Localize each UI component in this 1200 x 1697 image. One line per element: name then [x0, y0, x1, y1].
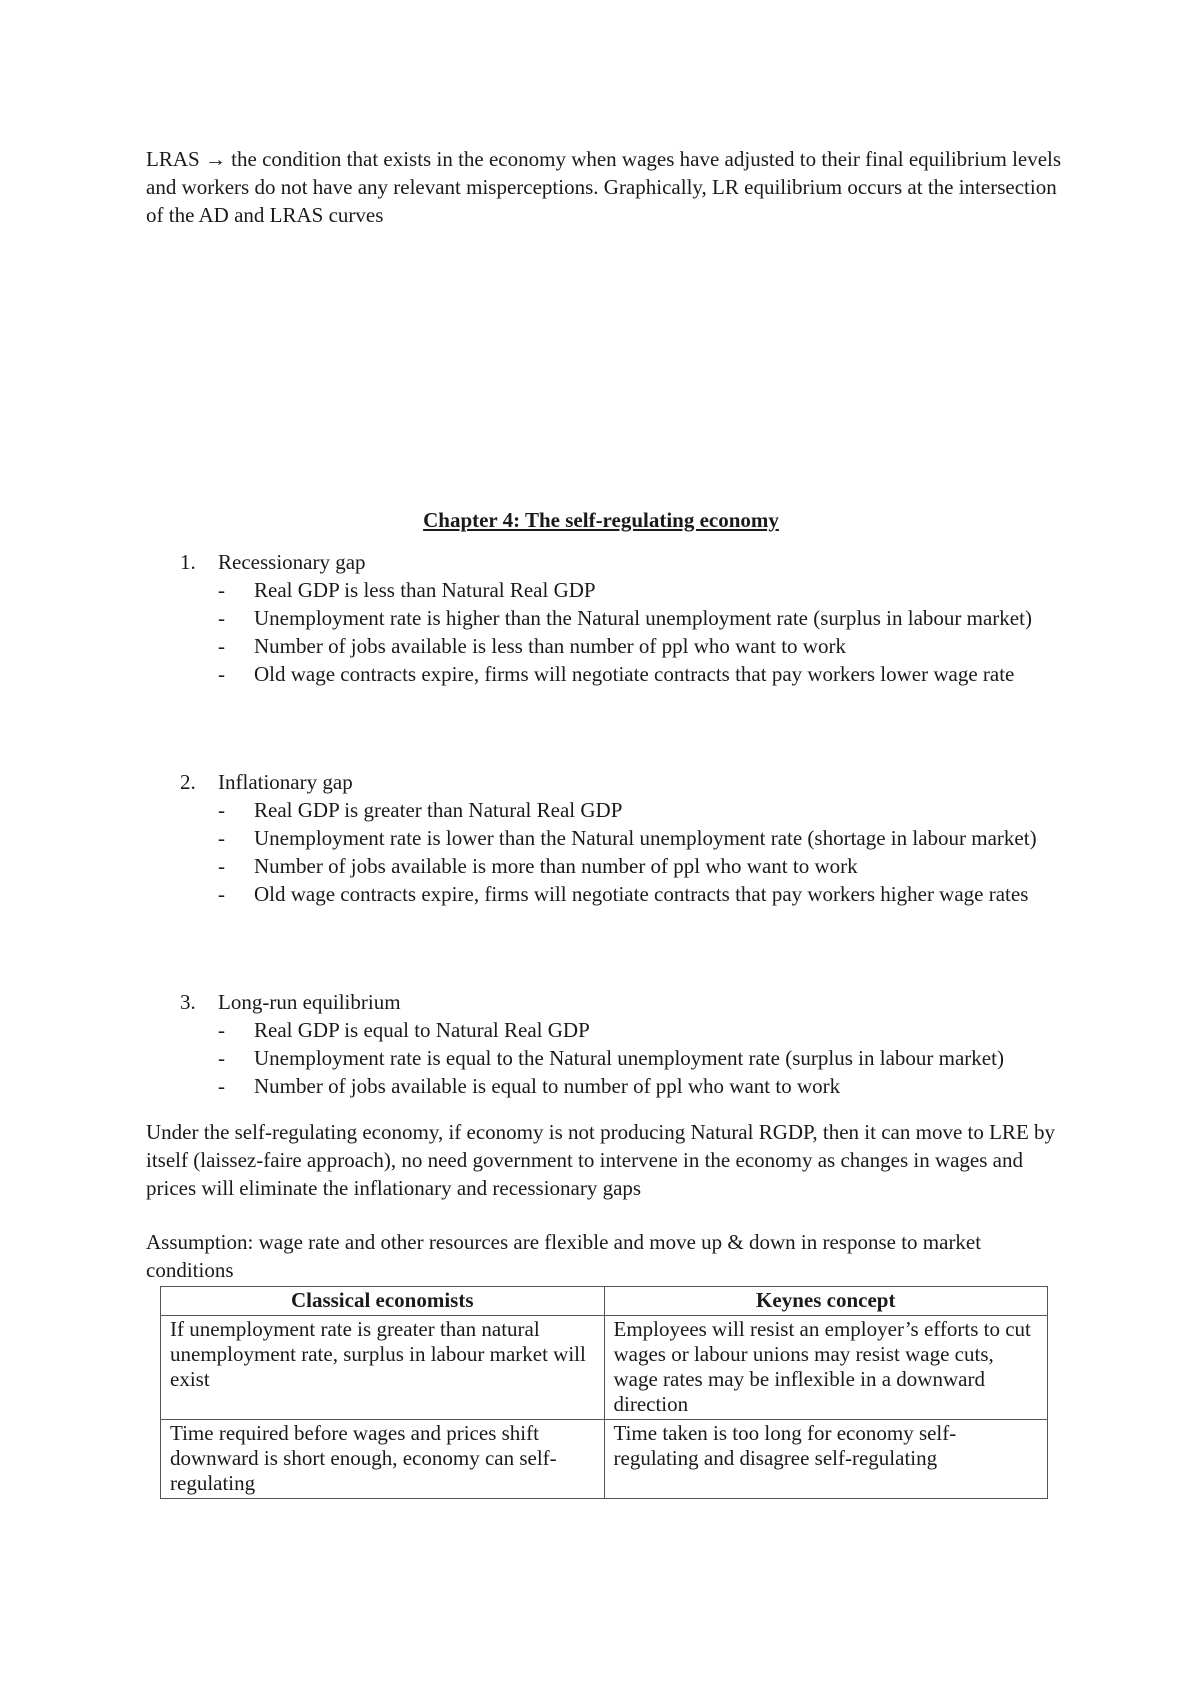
list-item [180, 632, 1044, 660]
section-title: Long-run equilibrium [218, 990, 401, 1014]
section-title: Inflationary gap [218, 770, 353, 794]
bullet-text: Number of jobs available is more than number of ppl who want to work [254, 854, 858, 878]
section-inflationary-gap [180, 768, 1044, 908]
section-number: 1. [180, 550, 196, 574]
bullet-list [180, 1016, 1094, 1100]
dash-marker: - [218, 606, 225, 630]
table-cell: Time required before wages and prices shift downward is short enough, economy can self-regulating [161, 1420, 605, 1499]
intro-paragraph: LRAS → the condition that exists in the economy when wages have adjusted to their final equilibrium levels and workers do not have any relevant misperceptions. Graphically, LR equilibrium occurs at the intersection of the AD and LRAS curves [146, 147, 1062, 227]
dash-marker: - [218, 1018, 225, 1042]
bullet-text: Old wage contracts expire, firms will negotiate contracts that pay workers lower wage rate [254, 662, 1015, 686]
bullet-text: Number of jobs available is equal to number of ppl who want to work [254, 1074, 841, 1098]
section-title: Recessionary gap [218, 550, 366, 574]
table-cell: If unemployment rate is greater than natural unemployment rate, surplus in labour market will exist [161, 1316, 605, 1420]
bullet-list [180, 796, 1044, 908]
list-item [180, 576, 1044, 604]
bullet-text: Old wage contracts expire, firms will negotiate contracts that pay workers higher wage rates [254, 882, 1029, 906]
section-number: 2. [180, 770, 196, 794]
bullet-text: Real GDP is greater than Natural Real GDP [254, 798, 623, 822]
list-item [180, 1016, 1094, 1044]
dash-marker: - [218, 854, 225, 878]
bullet-text: Unemployment rate is equal to the Natural unemployment rate (surplus in labour market) [254, 1046, 1004, 1070]
section-recessionary-gap [180, 548, 1044, 688]
dash-marker: - [218, 882, 225, 906]
dash-marker: - [218, 578, 225, 602]
list-item [180, 1044, 1094, 1072]
dash-marker: - [218, 1046, 225, 1070]
chapter-heading: Chapter 4: The self-regulating economy [423, 508, 779, 532]
section-title-row [180, 768, 1044, 796]
list-item [180, 1072, 1094, 1100]
dash-marker: - [218, 662, 225, 686]
dash-marker: - [218, 826, 225, 850]
dash-marker: - [218, 634, 225, 658]
column-header-classical: Classical economists [161, 1287, 605, 1316]
bullet-text: Unemployment rate is lower than the Natural unemployment rate (shortage in labour market) [254, 826, 1037, 850]
section-title-row [180, 548, 1044, 576]
bullet-text: Unemployment rate is higher than the Natural unemployment rate (surplus in labour market) [254, 606, 1032, 630]
section-title-row [180, 988, 1094, 1016]
list-item [180, 824, 1044, 852]
table-header-row [161, 1287, 1048, 1316]
assumption-paragraph: Assumption: wage rate and other resources are flexible and move up & down in response to market conditions [146, 1230, 982, 1282]
list-item [180, 604, 1044, 632]
bullet-text: Number of jobs available is less than number of ppl who want to work [254, 634, 846, 658]
table-cell: Employees will resist an employer’s efforts to cut wages or labour unions may resist wage cuts, wage rates may be inflexible in a downward direction [604, 1316, 1048, 1420]
table-row [161, 1316, 1048, 1420]
dash-marker: - [218, 798, 225, 822]
dash-marker: - [218, 1074, 225, 1098]
table-cell: Time taken is too long for economy self-regulating and disagree self-regulating [604, 1420, 1048, 1499]
comparison-table [160, 1286, 1048, 1499]
table-row [161, 1420, 1048, 1499]
bullet-text: Real GDP is equal to Natural Real GDP [254, 1018, 590, 1042]
self-regulating-paragraph: Under the self-regulating economy, if economy is not producing Natural RGDP, then it can move to LRE by itself (laissez-faire approach), no need government to intervene in the economy as changes in wages and prices will eliminate the inflationary and recessionary gaps [146, 1120, 1056, 1200]
bullet-text: Real GDP is less than Natural Real GDP [254, 578, 596, 602]
list-item [180, 796, 1044, 824]
section-number: 3. [180, 990, 196, 1014]
list-item [180, 660, 1044, 688]
column-header-keynes: Keynes concept [604, 1287, 1048, 1316]
section-long-run-equilibrium [180, 988, 1094, 1100]
list-item [180, 880, 1044, 908]
list-item [180, 852, 1044, 880]
bullet-list [180, 576, 1044, 688]
